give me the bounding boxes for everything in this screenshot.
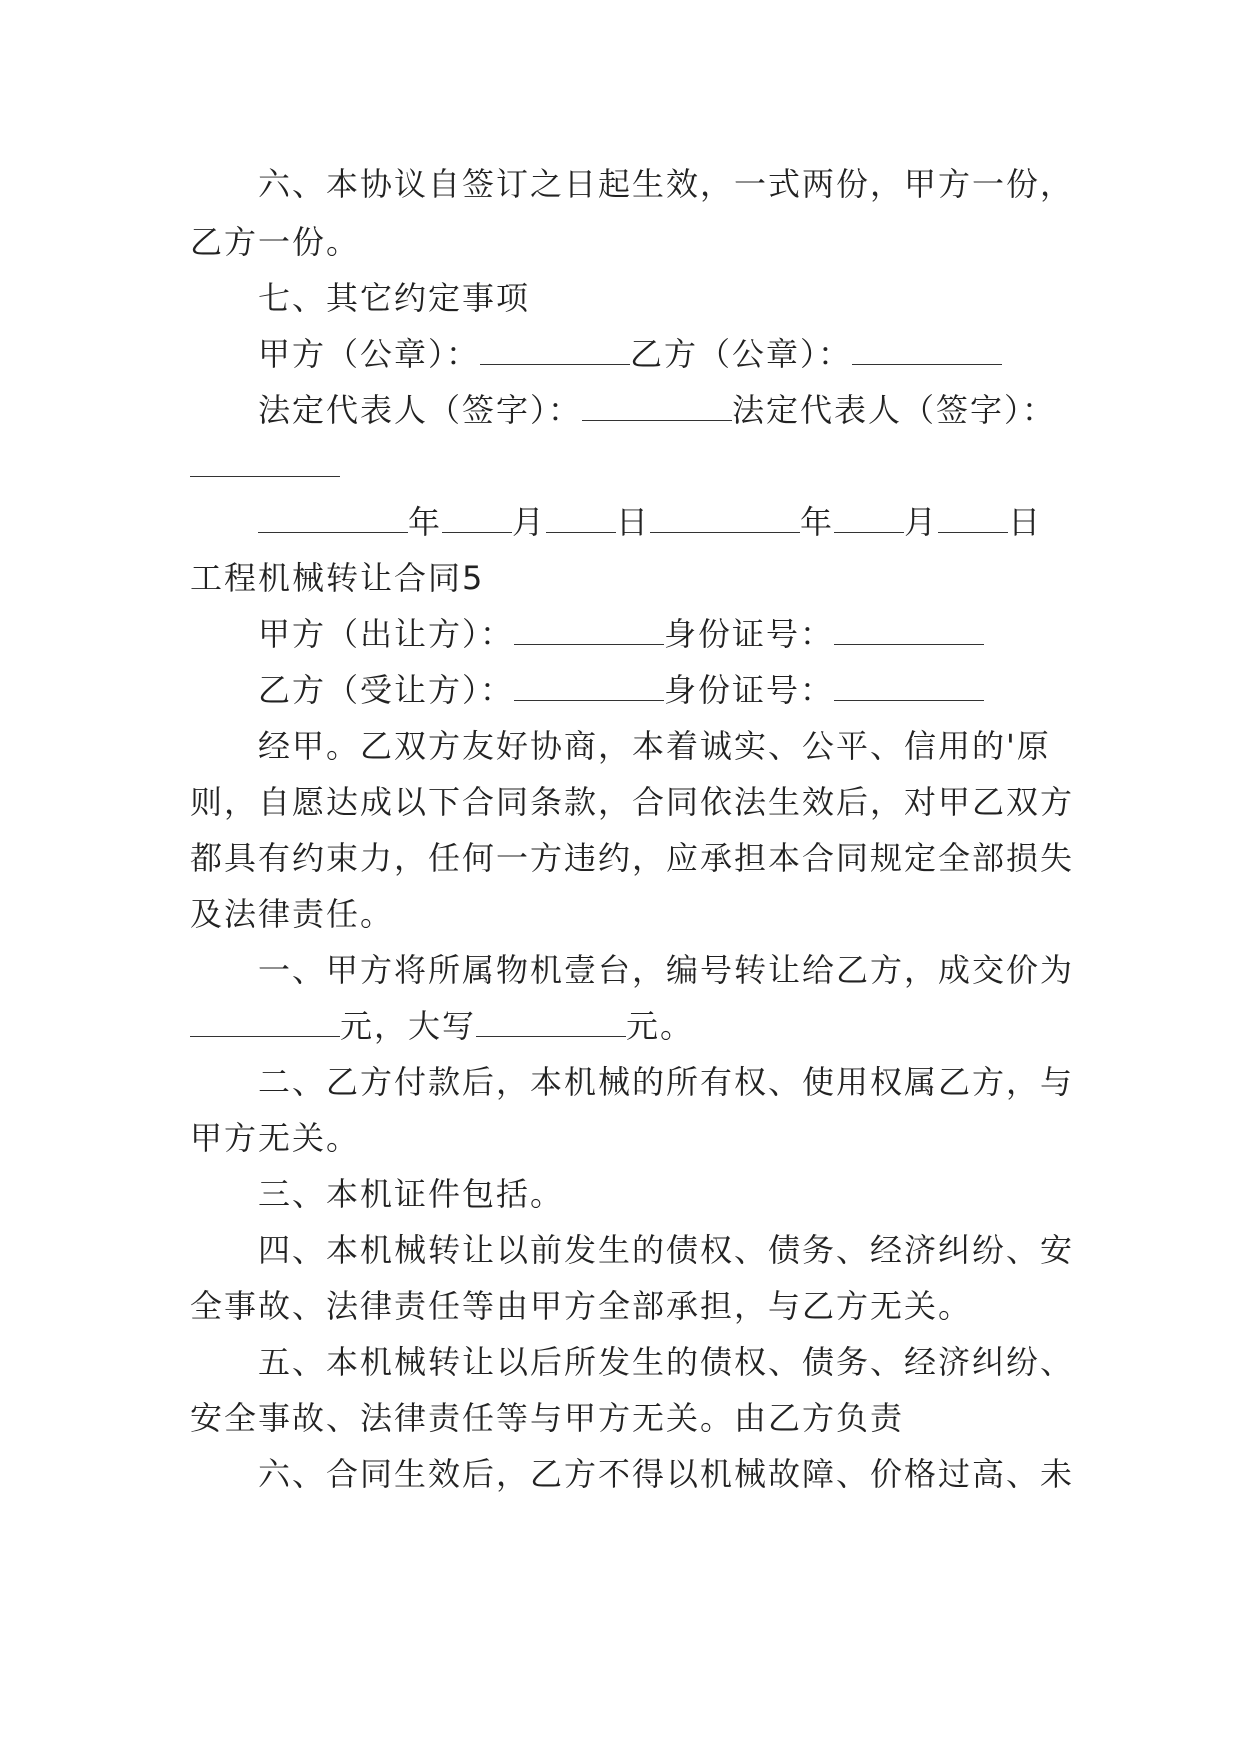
clause-4-line-2: 全事故、法律责任等由甲方全部承担，与乙方无关。: [190, 1287, 973, 1325]
paragraph-clause-7: 七、其它约定事项: [258, 279, 531, 317]
date-b-day-blank[interactable]: [938, 504, 1008, 533]
transferor-id-blank[interactable]: [834, 616, 984, 645]
date-b-month-blank[interactable]: [834, 504, 904, 533]
transferee-line: [258, 670, 984, 710]
party-b-rep-label: 法定代表人（签字）：: [732, 391, 1057, 429]
paragraph-clause-6-line-1: 六、本协议自签订之日起生效，一式两份，甲方一份，: [258, 165, 1075, 203]
section-title: 工程机械转让合同5: [190, 559, 485, 597]
party-a-rep-blank[interactable]: [582, 392, 732, 421]
transferor-id-label: 身份证号：: [664, 615, 835, 653]
party-b-seal-label: 乙方（公章）：: [630, 335, 853, 373]
clause-6-line-1: 六、合同生效后，乙方不得以机械故障、价格过高、未: [258, 1455, 1075, 1493]
date-b-month-label: 月: [904, 503, 939, 541]
transferee-id-label: 身份证号：: [664, 671, 835, 709]
date-line: [258, 502, 1042, 542]
date-b-year-label: 年: [800, 503, 835, 541]
transferee-blank[interactable]: [514, 672, 664, 701]
party-a-seal-blank[interactable]: [480, 336, 630, 365]
paragraph-clause-6-line-2: 乙方一份。: [190, 223, 361, 261]
clause-1-line-2: [190, 1006, 694, 1046]
preamble-line-3: 都具有约束力，任何一方违约，应承担本合同规定全部损失: [190, 839, 1075, 877]
date-b-day-label: 日: [1008, 503, 1043, 541]
price-written-unit-label: 元。: [626, 1007, 695, 1045]
date-a-day-label: 日: [616, 503, 651, 541]
transferor-label: 甲方（出让方）：: [258, 615, 515, 653]
date-a-year-label: 年: [408, 503, 443, 541]
date-a-day-blank[interactable]: [546, 504, 616, 533]
price-blank[interactable]: [190, 1008, 340, 1037]
price-unit-label: 元，大写: [340, 1007, 477, 1045]
party-b-rep-blank[interactable]: [190, 448, 340, 477]
date-a-month-label: 月: [512, 503, 547, 541]
date-a-year-blank[interactable]: [258, 504, 408, 533]
party-b-rep-blank-line: [190, 446, 340, 486]
date-a-month-blank[interactable]: [442, 504, 512, 533]
seal-line: [258, 334, 1002, 374]
transferee-id-blank[interactable]: [834, 672, 984, 701]
clause-1-line-1: 一、甲方将所属物机壹台，编号转让给乙方，成交价为: [258, 951, 1075, 989]
preamble-line-4: 及法律责任。: [190, 895, 395, 933]
clause-5-line-2: 安全事故、法律责任等与甲方无关。由乙方负责: [190, 1399, 905, 1437]
price-written-blank[interactable]: [476, 1008, 626, 1037]
clause-5-line-1: 五、本机械转让以后所发生的债权、债务、经济纠纷、: [258, 1343, 1075, 1381]
clause-2-line-2: 甲方无关。: [190, 1119, 361, 1157]
clause-3: 三、本机证件包括。: [258, 1175, 565, 1213]
preamble-line-2: 则，自愿达成以下合同条款，合同依法生效后，对甲乙双方: [190, 783, 1075, 821]
transferor-line: [258, 614, 984, 654]
preamble-line-1: 经甲。乙双方友好协商，本着诚实、公平、信用的'原: [258, 727, 1051, 765]
party-a-seal-label: 甲方（公章）：: [258, 335, 481, 373]
signature-line: [258, 390, 1056, 430]
transferee-label: 乙方（受让方）：: [258, 671, 515, 709]
date-b-year-blank[interactable]: [650, 504, 800, 533]
clause-2-line-1: 二、乙方付款后，本机械的所有权、使用权属乙方，与: [258, 1063, 1075, 1101]
transferor-blank[interactable]: [514, 616, 664, 645]
clause-4-line-1: 四、本机械转让以前发生的债权、债务、经济纠纷、安: [258, 1231, 1075, 1269]
party-a-rep-label: 法定代表人（签字）：: [258, 391, 583, 429]
party-b-seal-blank[interactable]: [852, 336, 1002, 365]
